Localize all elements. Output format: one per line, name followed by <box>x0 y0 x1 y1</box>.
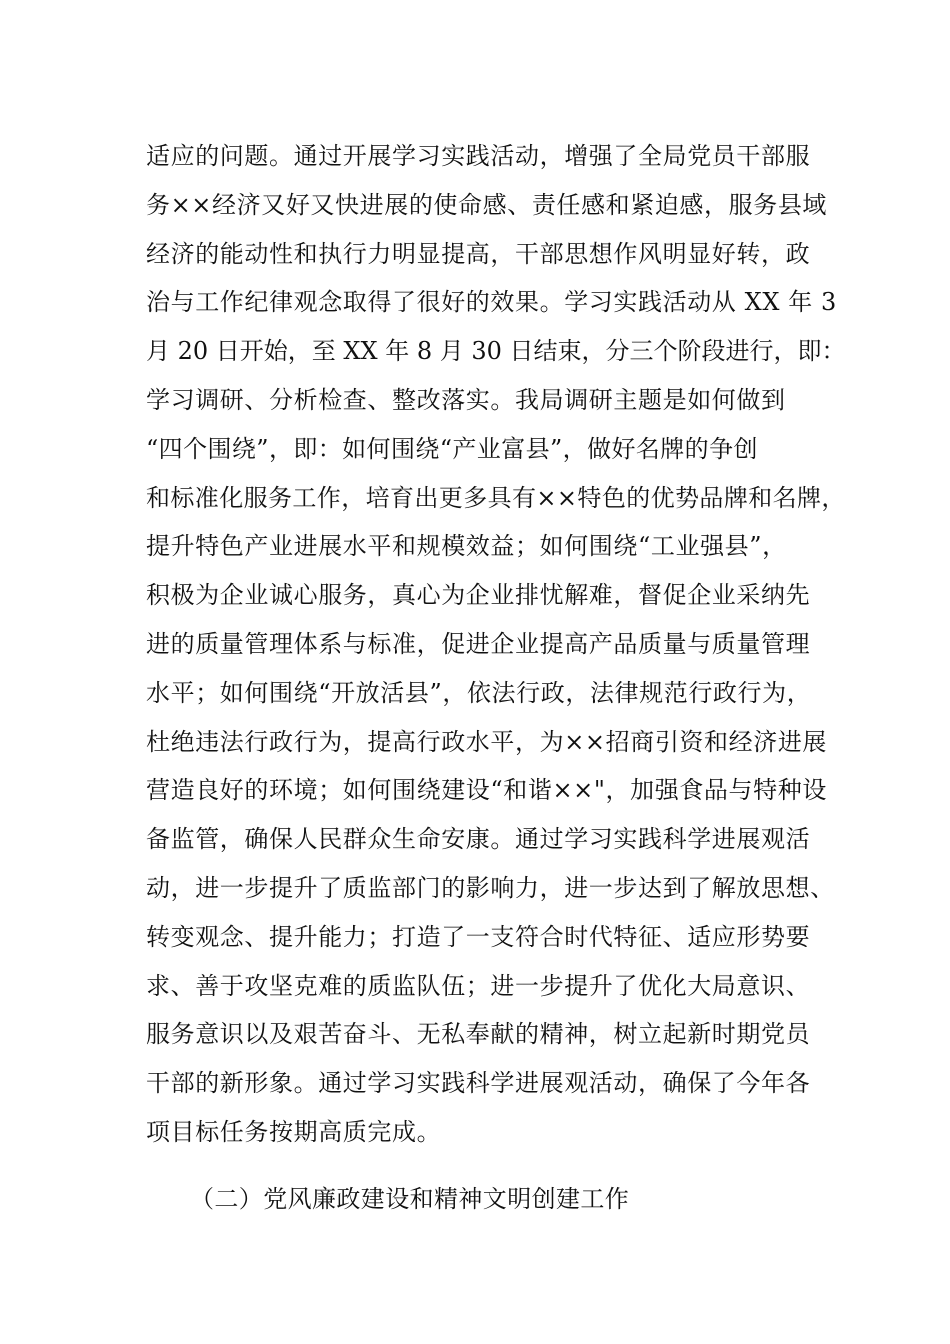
paragraph-line: 项目标任务按期高质完成。 <box>146 1117 442 1146</box>
paragraph-line: 积极为企业诚心服务，真心为企业排忧解难，督促企业采纳先 <box>146 581 811 610</box>
paragraph-line: 适应的问题。通过开展学习实践活动，增强了全局党员干部服 <box>146 142 811 170</box>
paragraph-line: 动，进一步提升了质监部门的影响力，进一步达到了解放思想、 <box>146 873 835 902</box>
paragraph-line: 服务意识以及艰苦奋斗、无私奉献的精神，树立起新时期党员 <box>146 1020 811 1049</box>
paragraph-line: 杜绝违法行政行为，提高行政水平，为××招商引资和经济进展 <box>146 727 828 756</box>
paragraph-line: 转变观念、提升能力；打造了一支符合时代特征、适应形势要 <box>146 922 811 951</box>
body-paragraph <box>146 132 846 1157</box>
paragraph-line: 和标准化服务工作，培育出更多具有××特色的优势品牌和名牌， <box>146 483 846 512</box>
paragraph-line: 治与工作纪律观念取得了很好的效果。学习实践活动从 XX 年 3 <box>146 288 837 317</box>
paragraph-line: 备监管，确保人民群众生命安康。通过学习实践科学进展观活 <box>146 825 811 854</box>
paragraph-line: 务××经济又好又快进展的使命感、责任感和紧迫感，服务县域 <box>146 190 828 219</box>
section-heading: （二）党风廉政建设和精神文明创建工作 <box>190 1185 630 1213</box>
paragraph-line: 干部的新形象。通过学习实践科学进展观活动，确保了今年各 <box>146 1069 811 1098</box>
paragraph-line: 水平；如何围绕“开放活县”，依法行政，法律规范行政行为， <box>146 678 812 707</box>
paragraph-line: 经济的能动性和执行力明显提高，干部思想作风明显好转，政 <box>146 239 811 268</box>
paragraph-line: 提升特色产业进展水平和规模效益；如何围绕“工业强县”， <box>146 532 787 561</box>
paragraph-line: 求、善于攻坚克难的质监队伍；进一步提升了优化大局意识、 <box>146 971 811 1000</box>
paragraph-line: 月 20 日开始，至 XX 年 8 月 30 日结束，分三个阶段进行，即： <box>146 337 846 366</box>
paragraph-line: “四个围绕”，即：如何围绕“产业富县”，做好名牌的争创 <box>146 434 758 463</box>
paragraph-line: 营造良好的环境；如何围绕建设“和谐××"，加强食品与特种设 <box>146 776 827 805</box>
paragraph-line: 进的质量管理体系与标准，促进企业提高产品质量与质量管理 <box>146 629 811 658</box>
paragraph-line: 学习调研、分析检查、整改落实。我局调研主题是如何做到 <box>146 385 786 414</box>
